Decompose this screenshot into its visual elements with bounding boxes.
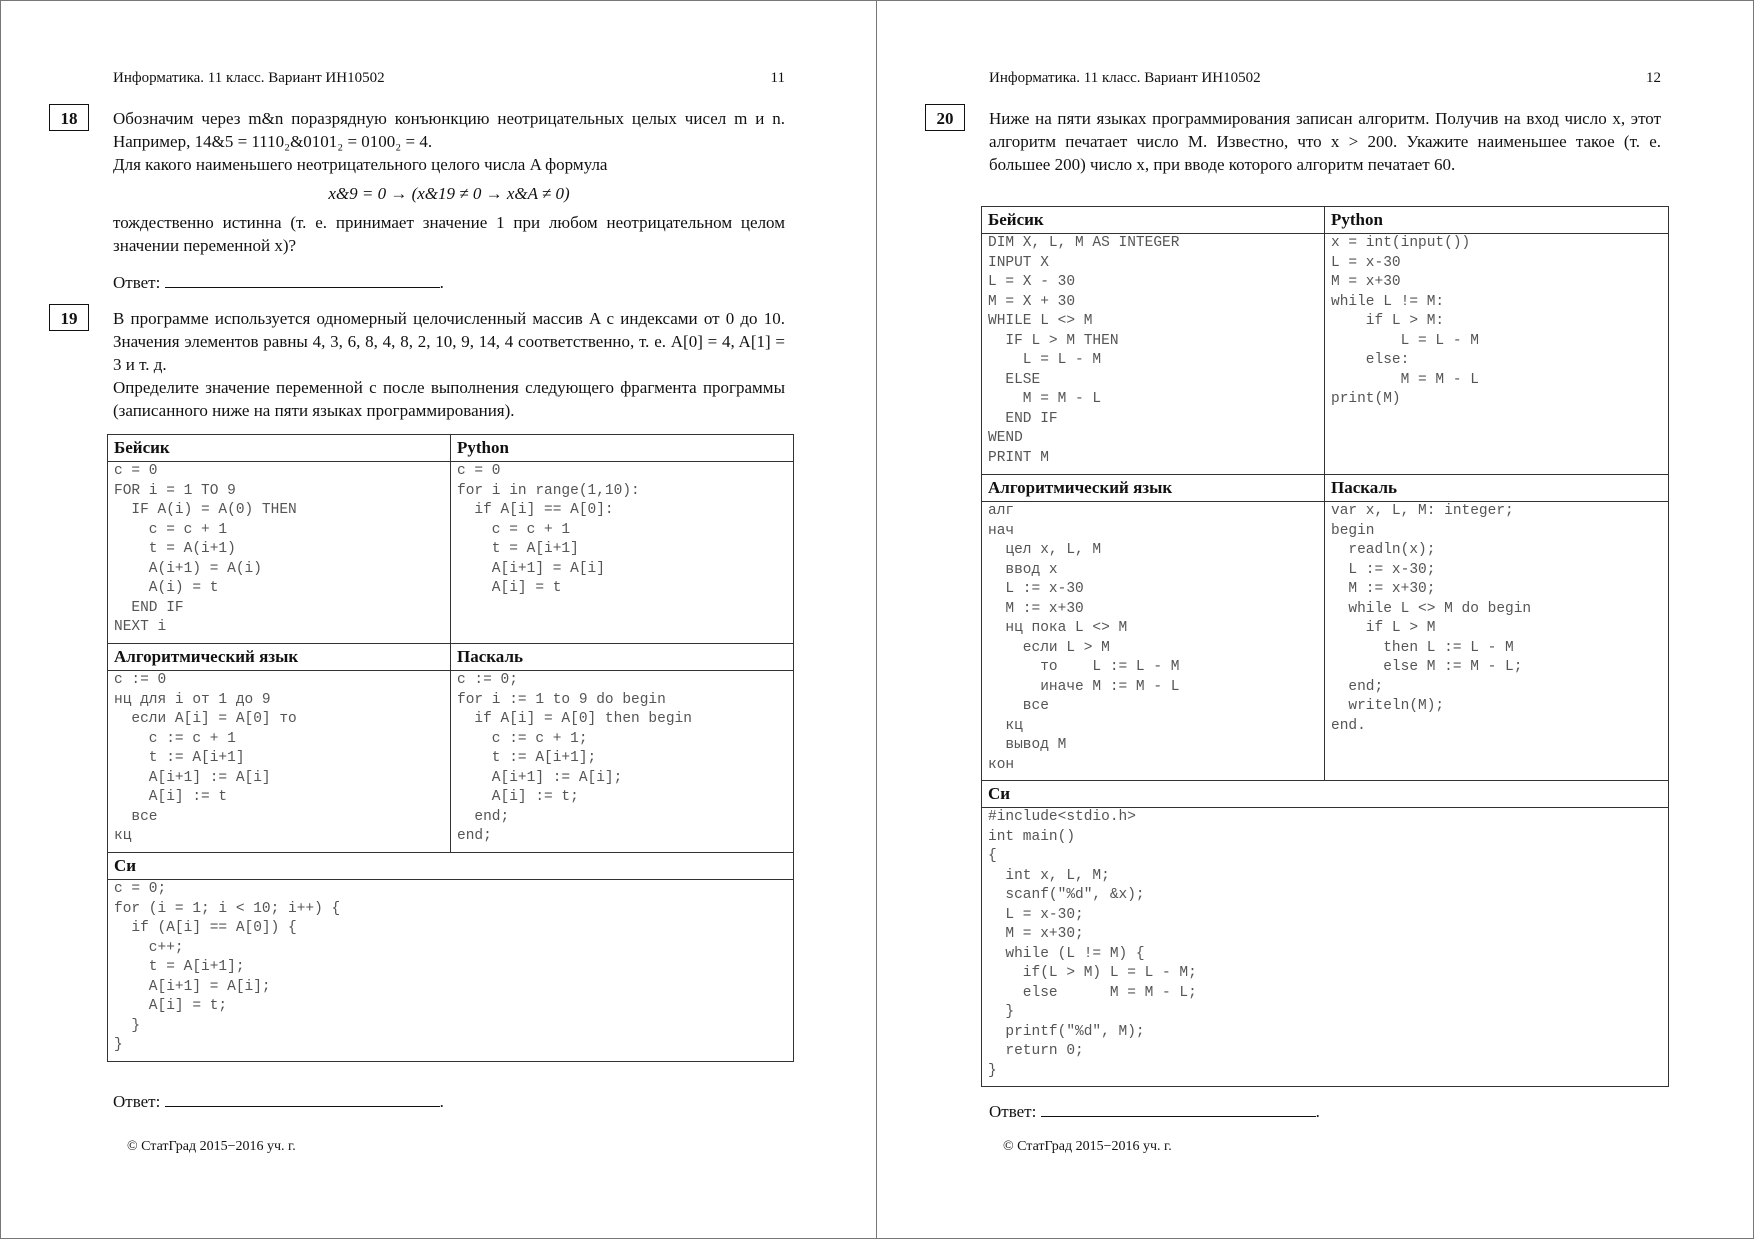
task-19-code-algo: c := 0 нц для i от 1 до 9 если A[i] = A[0] то c := c + 1 t := A[i+1] A[i+1] := A[i] A[i] := t все кц	[114, 672, 297, 844]
task-19-header-python: Python	[451, 435, 794, 462]
task-20-answer: Ответ: .	[989, 1102, 1320, 1121]
task-18-answer: Ответ: .	[113, 273, 444, 292]
left-header	[113, 70, 785, 87]
left-footer: © СтатГрад 2015−2016 уч. г.	[127, 1139, 296, 1154]
task-19-code-basic: c = 0 FOR i = 1 TO 9 IF A(i) = A(0) THEN c = c + 1 t = A(i+1) A(i+1) = A(i) A(i) = t END IF NEXT i	[114, 463, 297, 635]
task-20-code-python: x = int(input()) L = x-30 M = x+30 while L != M: if L > M: L = L - M else: M = M - L print(M)	[1331, 235, 1479, 407]
right-page	[877, 0, 1754, 1239]
task-20-code-c: #include<stdio.h> int main() { int x, L, M; scanf("%d", &x); L = x-30; M = x+30; while (L != M) { if(L > M) L = L - M; else M = M - L; } printf("%d", M); return 0; }	[988, 809, 1197, 1079]
task-19-header-pascal: Паскаль	[451, 644, 794, 671]
task-19-header-basic: Бейсик	[108, 435, 451, 462]
task-20-code-table	[981, 206, 1669, 1087]
task-19-code-python: c = 0 for i in range(1,10): if A[i] == A[0]: c = c + 1 t = A[i+1] A[i+1] = A[i] A[i] = t	[457, 463, 640, 596]
right-header-title: Информатика. 11 класс. Вариант ИН10502	[989, 70, 1261, 86]
task-18-answer-label: Ответ:	[113, 273, 161, 292]
task-18-text	[113, 107, 785, 257]
task-19-code-table	[107, 434, 794, 1062]
task-20-header-basic: Бейсик	[982, 207, 1325, 234]
task-19-code-c: c = 0; for (i = 1; i < 10; i++) { if (A[i] == A[0]) { c++; t = A[i+1]; A[i+1] = A[i]; A[i] = t; } }	[114, 881, 341, 1053]
task-18-line1: Обозначим через m&n поразрядную конъюнкцию неотрицательных целых чисел m и n. Например, 14&5 = 1110₂&0101₂ = 0100₂ = 4.	[113, 109, 785, 151]
task-20-header-c: Си	[982, 781, 1669, 808]
right-page-number: 12	[1646, 70, 1661, 86]
task-19-header-c: Си	[108, 853, 794, 880]
task-20-answer-label: Ответ:	[989, 1102, 1037, 1121]
task-20-answer-line[interactable]	[1041, 1102, 1316, 1117]
task-19-number: 19	[49, 304, 89, 331]
task-19-answer-label: Ответ:	[113, 1092, 161, 1111]
left-page	[0, 0, 876, 1239]
task-19-answer-line[interactable]	[165, 1092, 440, 1107]
task-20-code-algo: алг нач цел x, L, M ввод x L := x-30 M := x+30 нц пока L <> M если L > M то L := L - M иначе M := M - L все кц вывод M кон	[988, 503, 1180, 773]
task-19-answer: Ответ: .	[113, 1092, 444, 1111]
task-19-code-pascal: c := 0; for i := 1 to 9 do begin if A[i] = A[0] then begin c := c + 1; t := A[i+1]; A[i+1] := A[i]; A[i] := t; end; end;	[457, 672, 692, 844]
task-18-number: 18	[49, 104, 89, 131]
task-20-header-python: Python	[1325, 207, 1669, 234]
task-20-header-pascal: Паскаль	[1325, 475, 1669, 502]
task-18-answer-line[interactable]	[165, 273, 440, 288]
left-header-title: Информатика. 11 класс. Вариант ИН10502	[113, 70, 385, 86]
task-20-number: 20	[925, 104, 965, 131]
right-header	[989, 70, 1661, 87]
task-20-header-algo: Алгоритмический язык	[982, 475, 1325, 502]
task-18-line3: тождественно истинна (т. е. принимает значение 1 при любом неотрицательном целом значении переменной x)?	[113, 213, 785, 255]
task-18-line2: Для какого наименьшего неотрицательного целого числа A формула	[113, 155, 608, 174]
task-20-text: Ниже на пяти языках программирования записан алгоритм. Получив на вход число x, этот алгоритм печатает число M. Известно, что x > 200. Укажите наименьшее такое (т. е. большее 200) число x, при вводе которого алгоритм печатает 60.	[989, 109, 1661, 174]
task-19-text	[113, 307, 785, 422]
task-19-header-algo: Алгоритмический язык	[108, 644, 451, 671]
task-19-line1: В программе используется одномерный целочисленный массив A с индексами от 0 до 10. Значения элементов равны 4, 3, 6, 8, 4, 8, 2, 10, 9, 14, 4 соответственно, т. е. A[0] = 4, A[1] = 3 и т. д.	[113, 309, 785, 374]
left-page-number: 11	[770, 70, 785, 86]
task-20-code-pascal: var x, L, M: integer; begin readln(x); L := x-30; M := x+30; while L <> M do begin if L > M then L := L - M else M := M - L; end; writeln(M); end.	[1331, 503, 1532, 734]
right-footer: © СтатГрад 2015−2016 уч. г.	[1003, 1139, 1172, 1154]
task-18-formula: x&9 = 0 → (x&19 ≠ 0 → x&A ≠ 0)	[328, 184, 570, 203]
task-20-code-basic: DIM X, L, M AS INTEGER INPUT X L = X - 30 M = X + 30 WHILE L <> M IF L > M THEN L = L - M ELSE M = M - L END IF WEND PRINT M	[988, 235, 1180, 466]
task-19-line2: Определите значение переменной c после выполнения следующего фрагмента программы (записанного ниже на пяти языках программирования).	[113, 378, 785, 420]
